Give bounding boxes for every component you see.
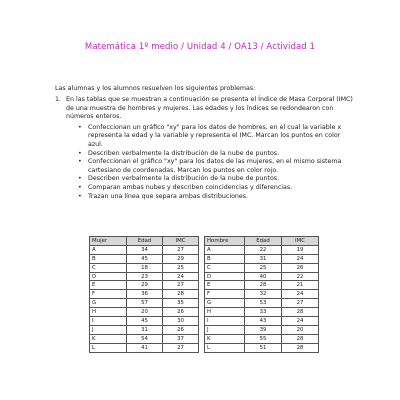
table-cell: J	[205, 325, 245, 334]
table-cell: 45	[127, 254, 163, 263]
table-cell: 53	[245, 299, 282, 308]
bullet-icon: •	[78, 158, 82, 166]
page-title: Matemática 1º medio / Unidad 4 / OA13 / Actividad 1	[84, 42, 316, 52]
table-row	[205, 290, 319, 299]
column-header: Edad	[245, 237, 282, 246]
table-cell: 34	[127, 245, 163, 254]
table-cell: 51	[245, 343, 282, 352]
column-header: Edad	[127, 237, 163, 246]
table-cell: 28	[245, 281, 282, 290]
table-cell: 28	[163, 290, 199, 299]
table-cell: 37	[163, 334, 199, 343]
table-cell: B	[205, 254, 245, 263]
task-text: Comparan ambas nubes y describen coincidencias y diferencias.	[88, 183, 293, 191]
table-cell: 55	[245, 334, 282, 343]
table-cell: G	[90, 299, 127, 308]
bullet-icon: •	[78, 123, 82, 131]
men-table	[204, 236, 319, 353]
task-item	[78, 184, 355, 193]
task-item	[78, 150, 355, 159]
bullet-icon: •	[78, 175, 82, 183]
table-cell: 25	[245, 263, 282, 272]
table-row	[205, 272, 319, 281]
bullet-icon: •	[78, 192, 82, 200]
table-cell: L	[90, 343, 127, 352]
table-cell: 26	[163, 308, 199, 317]
table-cell: 19	[282, 245, 319, 254]
table-cell: F	[90, 290, 127, 299]
bullet-icon: •	[78, 149, 82, 157]
table-row	[90, 334, 199, 343]
table-row	[90, 325, 199, 334]
table-cell: 23	[127, 272, 163, 281]
table-cell: 26	[163, 325, 199, 334]
table-cell: G	[205, 299, 245, 308]
table-cell: 57	[127, 299, 163, 308]
task-list	[66, 124, 355, 201]
table-cell: 28	[282, 308, 319, 317]
table-row	[90, 308, 199, 317]
table-cell: 43	[245, 317, 282, 326]
table-cell: 20	[282, 325, 319, 334]
task-item	[78, 193, 355, 202]
table-cell: 25	[163, 263, 199, 272]
task-text: Confeccionan un gráfico "xy" para los datos de hombres, en el cual la variable x representa la edad y la variable y representa el IMC. Marcan los puntos en color azul.	[88, 123, 342, 148]
table-cell: K	[90, 334, 127, 343]
problem-statement: En las tablas que se muestran a continuación se presenta el Índice de Masa Corporal (IMC) de una muestra de hombres y mujeres. Las edades y los índices se redondearon con números enteros.	[66, 96, 353, 121]
table-cell: 32	[245, 290, 282, 299]
table-row	[205, 254, 319, 263]
table-cell: 29	[163, 254, 199, 263]
table-cell: A	[205, 245, 245, 254]
table-cell: 29	[127, 281, 163, 290]
table-cell: 54	[127, 334, 163, 343]
table-cell: L	[205, 343, 245, 352]
table-cell: 28	[282, 334, 319, 343]
task-text: Describen verbalmente la distribución de la nube de puntos.	[88, 149, 280, 157]
table-cell: 41	[127, 343, 163, 352]
table-row	[205, 281, 319, 290]
table-cell: 27	[163, 245, 199, 254]
table-cell: 28	[282, 343, 319, 352]
table-cell: A	[90, 245, 127, 254]
table-cell: 27	[163, 281, 199, 290]
table-cell: 33	[245, 308, 282, 317]
table-cell: 30	[163, 317, 199, 326]
table-cell: D	[205, 272, 245, 281]
intro-text: Las alumnas y los alumnos resuelven los siguientes problemas:	[55, 85, 256, 92]
task-text: Trazan una línea que separa ambas distribuciones.	[88, 192, 249, 200]
table-cell: 18	[127, 263, 163, 272]
table-cell: 36	[127, 290, 163, 299]
table-row	[205, 325, 319, 334]
table-row	[90, 245, 199, 254]
table-row	[90, 343, 199, 352]
table-row	[205, 317, 319, 326]
column-header: IMC	[282, 237, 319, 246]
table-cell: J	[90, 325, 127, 334]
problem-number: 1.	[55, 96, 62, 103]
task-item	[78, 158, 355, 175]
problem-1	[55, 96, 355, 201]
table-row	[205, 343, 319, 352]
women-table-body	[90, 245, 199, 352]
table-cell: 21	[282, 281, 319, 290]
column-header: Hombre	[205, 237, 245, 246]
table-row	[205, 245, 319, 254]
table-cell: 45	[127, 317, 163, 326]
table-cell: 31	[127, 325, 163, 334]
table-cell: 27	[282, 299, 319, 308]
women-table	[89, 236, 199, 353]
table-cell: 31	[245, 254, 282, 263]
table-cell: E	[90, 281, 127, 290]
table-cell: E	[205, 281, 245, 290]
table-row	[205, 334, 319, 343]
table-row	[90, 254, 199, 263]
table-row	[205, 299, 319, 308]
table-row	[205, 263, 319, 272]
table-cell: 24	[282, 317, 319, 326]
table-cell: 24	[282, 290, 319, 299]
table-cell: 20	[127, 308, 163, 317]
table-cell: 24	[282, 254, 319, 263]
problem-text	[66, 96, 355, 201]
task-text: Confeccionan el gráfico "xy" para los datos de las mujeres, en el mismo sistema cartesiano de coordenadas. Marcan los puntos en color rojo.	[88, 158, 342, 174]
table-cell: 22	[282, 272, 319, 281]
task-item	[78, 124, 355, 150]
task-item	[78, 175, 355, 184]
table-cell: 39	[245, 325, 282, 334]
table-cell: 27	[163, 343, 199, 352]
table-header-row	[205, 237, 319, 246]
bullet-icon: •	[78, 183, 82, 191]
column-header: IMC	[163, 237, 199, 246]
table-cell: H	[90, 308, 127, 317]
table-cell: 40	[245, 272, 282, 281]
table-cell: H	[205, 308, 245, 317]
table-cell: 22	[245, 245, 282, 254]
table-cell: 35	[163, 299, 199, 308]
task-text: Describen verbalmente la distribución de la nube de puntos.	[88, 175, 280, 183]
table-row	[205, 308, 319, 317]
table-cell: I	[205, 317, 245, 326]
table-header-row	[90, 237, 199, 246]
column-header: Mujer	[90, 237, 127, 246]
table-cell: B	[90, 254, 127, 263]
table-row	[90, 263, 199, 272]
table-cell: I	[90, 317, 127, 326]
men-table-body	[205, 245, 319, 352]
table-row	[90, 281, 199, 290]
table-cell: D	[90, 272, 127, 281]
table-cell: C	[205, 263, 245, 272]
table-cell: F	[205, 290, 245, 299]
table-cell: 26	[282, 263, 319, 272]
table-row	[90, 299, 199, 308]
table-row	[90, 272, 199, 281]
table-cell: 24	[163, 272, 199, 281]
table-row	[90, 317, 199, 326]
table-row	[90, 290, 199, 299]
table-cell: C	[90, 263, 127, 272]
table-cell: K	[205, 334, 245, 343]
